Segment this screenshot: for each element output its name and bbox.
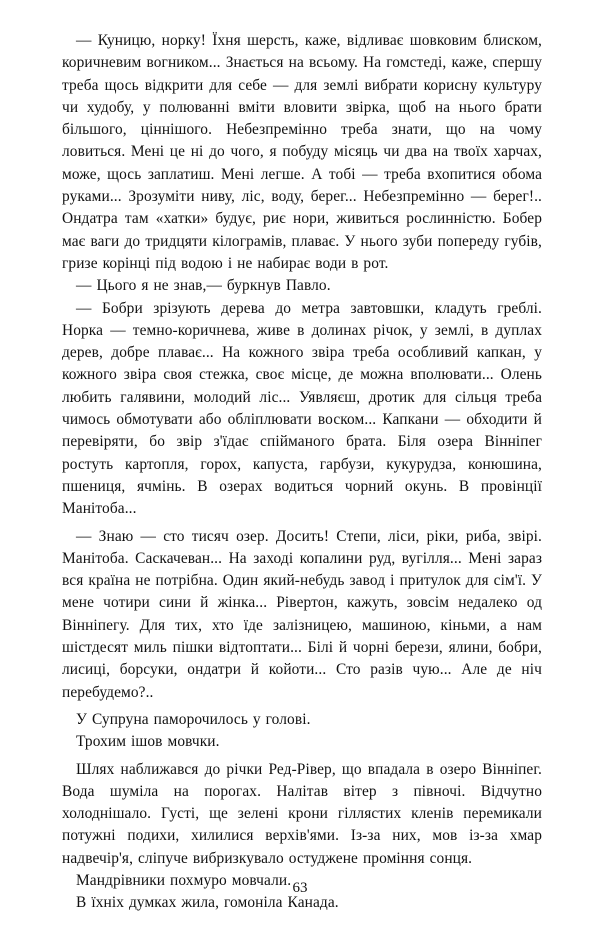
paragraph-trokhym: Трохим ішов мовчки. (76, 733, 220, 751)
page-number: 63 (292, 880, 308, 896)
paragraph-kunytsiu-norku: — Куницю, норку! Їхня шерсть, каже, відливає шовковим блиском, коричневим вогником... Знається на всьому. На гомстеді, каже, спершу треба щось відкрити для себе — для землі вибрати корисну культуру чи худобу, у полюванні вміти вловити звірка, щоб на нього брати більшого, ціннішого. Небезпремінно треба знати, що на чому ловиться. Мені це ні до чого, я побуду місяць чи два на твоїх харчах, може, щось заплатиш. Мені легше. А тобі — треба вхопитися обома руками... Зрозуміти ниву, ліс, воду, берег... Небезпремінно — берег!.. Ондатра там «хатки» будує, риє нори, живиться рослинністю. Бобер має ваги до тридцяти кілограмів, плаває. У нього зуби попереду губів, гризе корінці під водою і не набирає води в рот. (62, 32, 542, 272)
paragraph-znaiu-sto-tysiach-ozer: — Знаю — сто тисяч озер. Досить! Степи, ліси, ріки, риба, звірі. Манітоба. Саскачеван... На заході копалини руд, вугілля... Мені зараз вся країна не потрібна. Один який-небудь завод і притулок для сім'ї. У мене чотири сини й жінка... Рівертон, кажуть, зовсім недалеко од Вінніпегу. Для тих, хто їде залізницею, машиною, кіньми, а нам шістдесят миль пішки відтоптати... Білі й чорні берези, ялини, бобри, лисиці, борсуки, ондатри й койоти... Сто разів чую... Але де ніч перебудемо?.. (62, 527, 542, 701)
paragraph-bobry: — Бобри зрізують дерева до метра завтовшки, кладуть греблі. Норка — темно-коричнева, живе в долинах річок, у землі, в дуплах дерев, добре плаває... На кожного звіра треба особливий капкан, у кожного звіра своя стежка, своє місце, де можна вполювати... Олень любить галявини, молодий ліс... Уявляєш, дротик для сільця треба чимось обмотувати або обліплювати воском... Капкани — обходити й перевіряти, бо звір з'їдає спійманого брата. Біля озера Вінніпег ростуть картопля, горох, капуста, гарбузи, кукурудза, конюшина, пшениця, ячмінь. В озерах водиться чорний окунь. В провінції Манітоба... (62, 299, 542, 518)
paragraph-kanada: В їхніх думках жила, гомоніла Канада. (76, 894, 339, 912)
paragraph-mandrivnyky: Мандрівники похмуро мовчали. (76, 871, 292, 889)
paragraph-pavlo-reply: — Цього я не знав,— буркнув Павло. (76, 277, 331, 295)
book-page-text (62, 30, 542, 915)
paragraph-suprun: У Супруна паморочилось у голові. (76, 710, 311, 728)
paragraph-shliakh: Шлях наближався до річки Ред-Рівер, що впадала в озеро Вінніпег. Вода шуміла на порогах. Налітав вітер з півночі. Відчутно холоднішало. Густі, ще зелені крони гіллястих кленів перемикали потужні подихи, хилилися верхів'ями. Із-за них, мов із-за хмар надвечір'я, сліпуче вибризкувало остуджене проміння сонця. (62, 760, 542, 867)
